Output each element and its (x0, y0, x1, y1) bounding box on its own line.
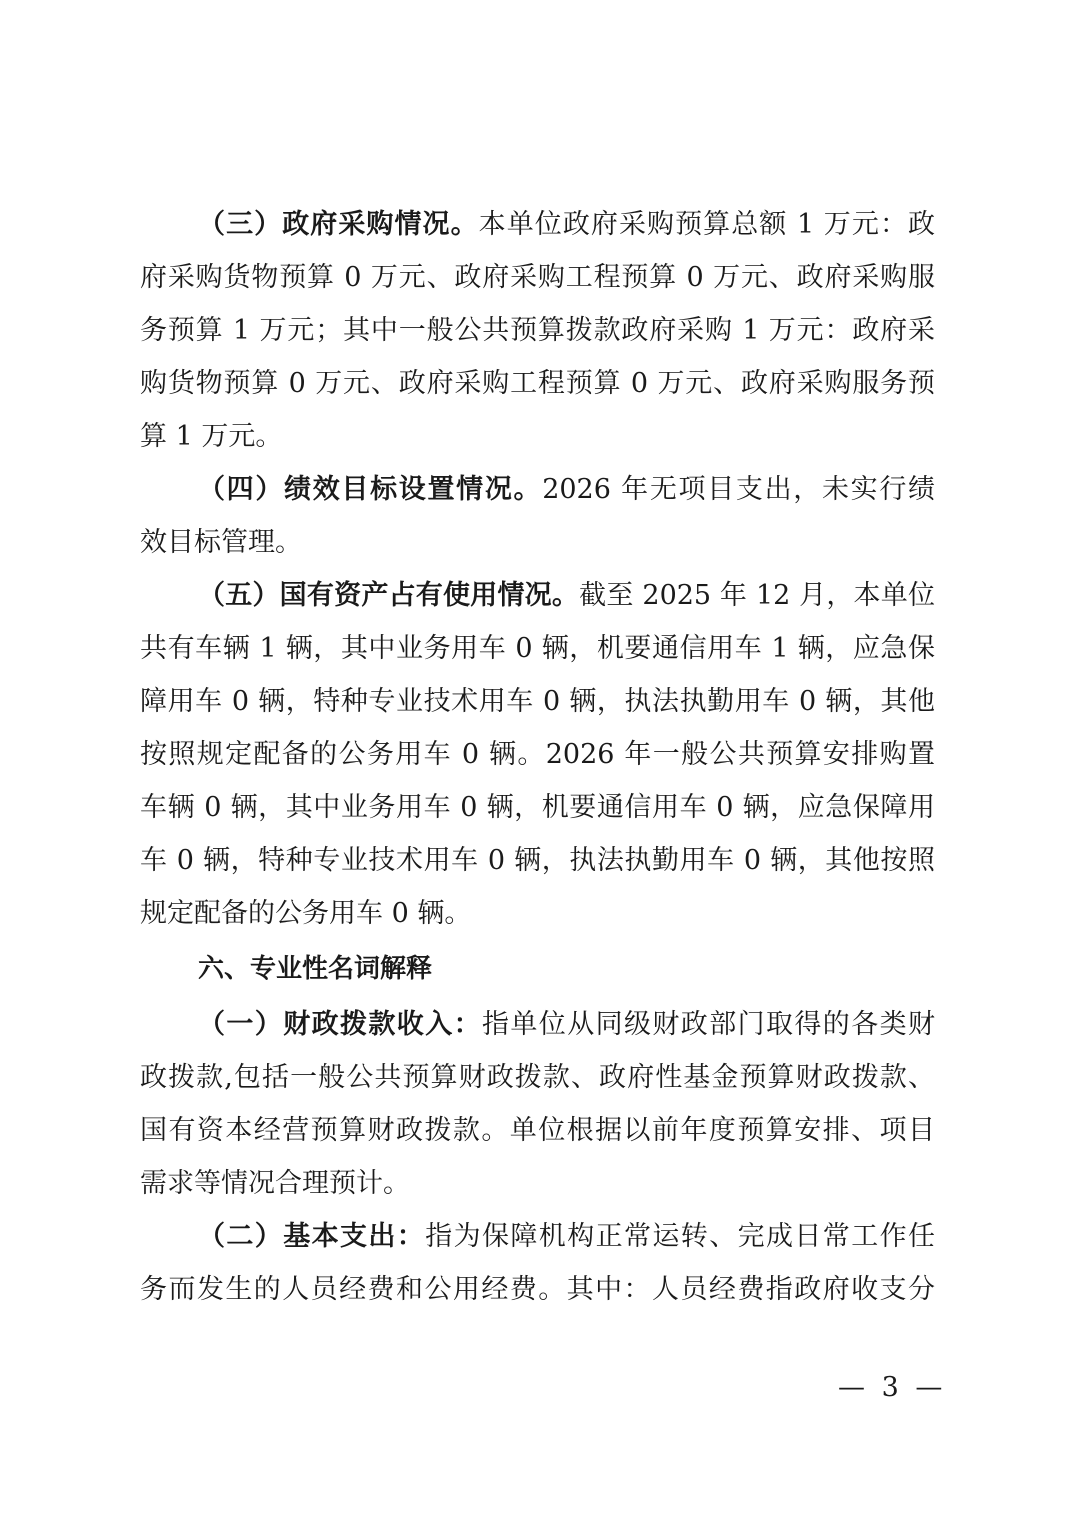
text-line (140, 998, 935, 1051)
document-body (140, 198, 935, 1316)
text-line: 车辆 0 辆，其中业务用车 0 辆，机要通信用车 0 辆，应急保障用 (140, 792, 935, 823)
text-line: 障用车 0 辆，特种专业技术用车 0 辆，执法执勤用车 0 辆，其他 (140, 686, 935, 717)
text-line (140, 198, 935, 251)
text-line: 务预算 1 万元；其中一般公共预算拨款政府采购 1 万元：政府采 (140, 315, 935, 346)
text-line: 务而发生的人员经费和公用经费。其中：人员经费指政府收支分 (140, 1274, 935, 1305)
paragraph-state-assets (140, 569, 935, 940)
line-text: 截至 2025 年 12 月，本单位 (579, 580, 936, 611)
line-text: 指单位从同级财政部门取得的各类财 (482, 1009, 935, 1040)
text-line: 购货物预算 0 万元、政府采购工程预算 0 万元、政府采购服务预 (140, 368, 935, 399)
text-line: 车 0 辆，特种专业技术用车 0 辆，执法执勤用车 0 辆，其他按照 (140, 845, 935, 876)
line-text: 指为保障机构正常运转、完成日常工作任 (425, 1221, 936, 1252)
paragraph-fiscal-appropriation-income (140, 998, 935, 1210)
text-line: 国有资本经营预算财政拨款。单位根据以前年度预算安排、项目 (140, 1115, 935, 1146)
text-line: 需求等情况合理预计。 (140, 1168, 410, 1199)
section-heading: 六、专业性名词解释 (198, 954, 433, 984)
text-line: 效目标管理。 (140, 527, 302, 558)
line-text: 2026 年无项目支出，未实行绩 (542, 474, 936, 505)
text-line (140, 569, 935, 622)
page-number: — 3 — (838, 1372, 947, 1403)
paragraph-lead: （二）基本支出： (198, 1221, 426, 1252)
text-line: 按照规定配备的公务用车 0 辆。2026 年一般公共预算安排购置 (140, 739, 935, 770)
paragraph-lead: （五）国有资产占有使用情况。 (198, 580, 580, 611)
paragraph-government-procurement (140, 198, 935, 463)
paragraph-lead: （三）政府采购情况。 (198, 209, 479, 240)
paragraph-basic-expenditure (140, 1210, 935, 1316)
text-line: 算 1 万元。 (140, 421, 283, 452)
line-text: 本单位政府采购预算总额 1 万元：政 (478, 209, 936, 240)
text-line: 府采购货物预算 0 万元、政府采购工程预算 0 万元、政府采购服 (140, 262, 935, 293)
text-line: 共有车辆 1 辆，其中业务用车 0 辆，机要通信用车 1 辆，应急保 (140, 633, 935, 664)
text-line (140, 463, 935, 516)
text-line: 规定配备的公务用车 0 辆。 (140, 898, 472, 929)
paragraph-lead: （一）财政拨款收入： (198, 1009, 482, 1040)
text-line: 政拨款,包括一般公共预算财政拨款、政府性基金预算财政拨款、 (140, 1062, 935, 1093)
paragraph-performance-goals (140, 463, 935, 569)
paragraph-lead: （四）绩效目标设置情况。 (198, 474, 543, 505)
text-line (140, 1210, 935, 1263)
